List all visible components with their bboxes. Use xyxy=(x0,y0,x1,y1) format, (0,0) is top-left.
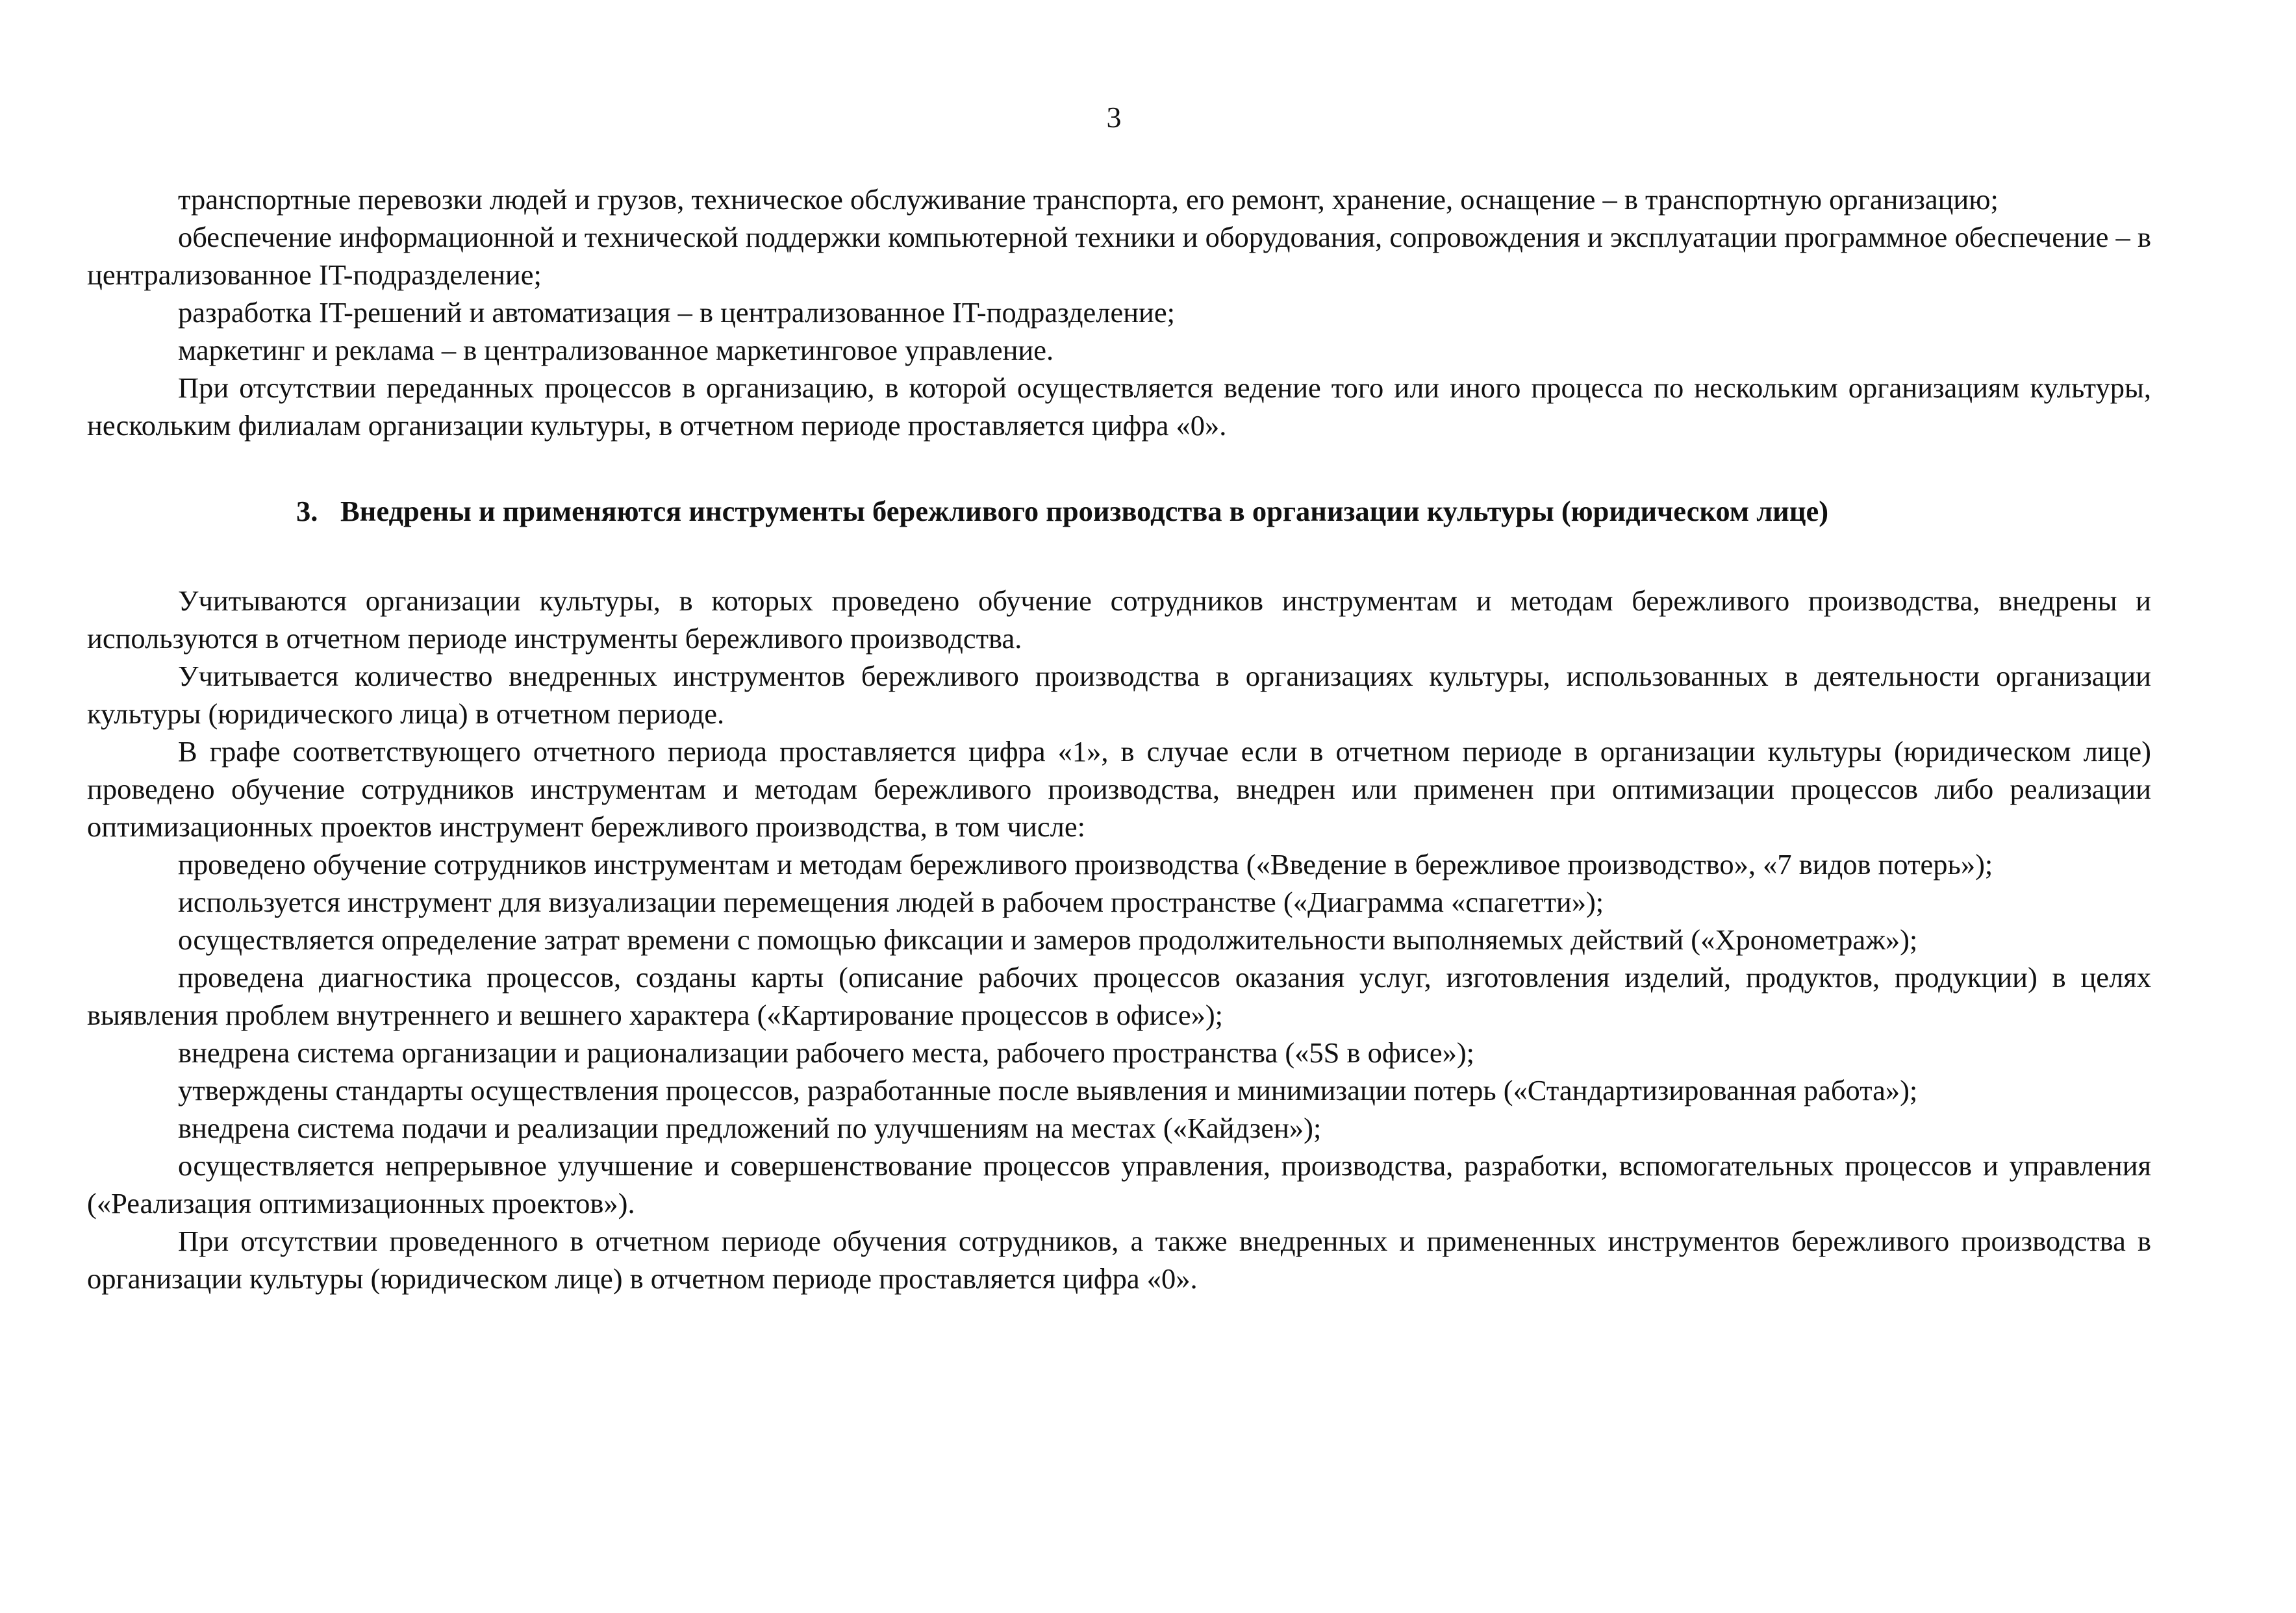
list-item: осуществляется определение затрат времени с помощью фиксации и замеров продолжительности выполняемых действий («Хронометраж»); xyxy=(178,923,1918,956)
page-number: 3 xyxy=(1106,101,1122,134)
list-item: используется инструмент для визуализации перемещения людей в рабочем пространстве («Диаграмма «спагетти»); xyxy=(178,886,1604,918)
paragraph: транспортные перевозки людей и грузов, техническое обслуживание транспорта, его ремонт, хранение, оснащение – в транспортную организацию; xyxy=(178,183,1999,216)
list-item: утверждены стандарты осуществления процессов, разработанные после выявления и минимизации потерь («Стандартизированная работа»); xyxy=(178,1074,1918,1107)
list-item: внедрена система организации и рационализации рабочего места, рабочего пространства («5S в офисе»); xyxy=(178,1036,1475,1069)
list-item: внедрена система подачи и реализации предложений по улучшениям на местах («Кайдзен»); xyxy=(178,1112,1322,1144)
list-item: проведено обучение сотрудников инструментам и методам бережливого производства («Введение в бережливое производство», «7 видов потерь»); xyxy=(178,848,1993,881)
paragraph: маркетинг и реклама – в централизованное маркетинговое управление. xyxy=(178,334,1054,366)
paragraph: Учитывается количество внедренных инструментов бережливого производства в организациях культуры, использованных в деятельности организации культуры (юридического лица) в отчетном периоде. xyxy=(87,660,2151,730)
section-heading xyxy=(87,492,2151,530)
paragraph: обеспечение информационной и технической поддержки компьютерной техники и оборудования, сопровождения и эксплуатации программное обеспечение – в централизованное IT-подразделение; xyxy=(87,221,2151,291)
section-number: 3. xyxy=(296,495,318,527)
document-body xyxy=(87,181,2151,1297)
paragraph: разработка IT-решений и автоматизация – в централизованное IT-подразделение; xyxy=(178,296,1175,329)
list-item: проведена диагностика процессов, созданы карты (описание рабочих процессов оказания услуг, изготовления изделий, продуктов, продукции) в целях выявления проблем внутреннего и вешнего характера («Картирование процессов в офисе»); xyxy=(87,961,2151,1031)
paragraph: При отсутствии переданных процессов в организацию, в которой осуществляется ведение того или иного процесса по нескольким организациям культуры, нескольким филиалам организации культуры, в отчетном периоде проставляется цифра «0». xyxy=(87,371,2151,442)
section-title: Внедрены и применяются инструменты бережливого производства в организации культуры (юридическом лице) xyxy=(340,495,1829,527)
paragraph: При отсутствии проведенного в отчетном периоде обучения сотрудников, а также внедренных и примененных инструментов бережливого производства в организации культуры (юридическом лице) в отчетном периоде проставляется цифра «0». xyxy=(87,1225,2151,1295)
list-item: осуществляется непрерывное улучшение и совершенствование процессов управления, производства, разработки, вспомогательных процессов и управления («Реализация оптимизационных проектов»). xyxy=(87,1149,2151,1219)
paragraph: Учитываются организации культуры, в которых проведено обучение сотрудников инструментам и методам бережливого производства, внедрены и используются в отчетном периоде инструменты бережливого производства. xyxy=(87,584,2151,655)
paragraph: В графе соответствующего отчетного периода проставляется цифра «1», в случае если в отчетном периоде в организации культуры (юридическом лице) проведено обучение сотрудников инструментам и методам бережливого производства, внедрен или применен при оптимизации процессов либо реализации оптимизационных проектов инструмент бережливого производства, в том числе: xyxy=(87,735,2151,843)
